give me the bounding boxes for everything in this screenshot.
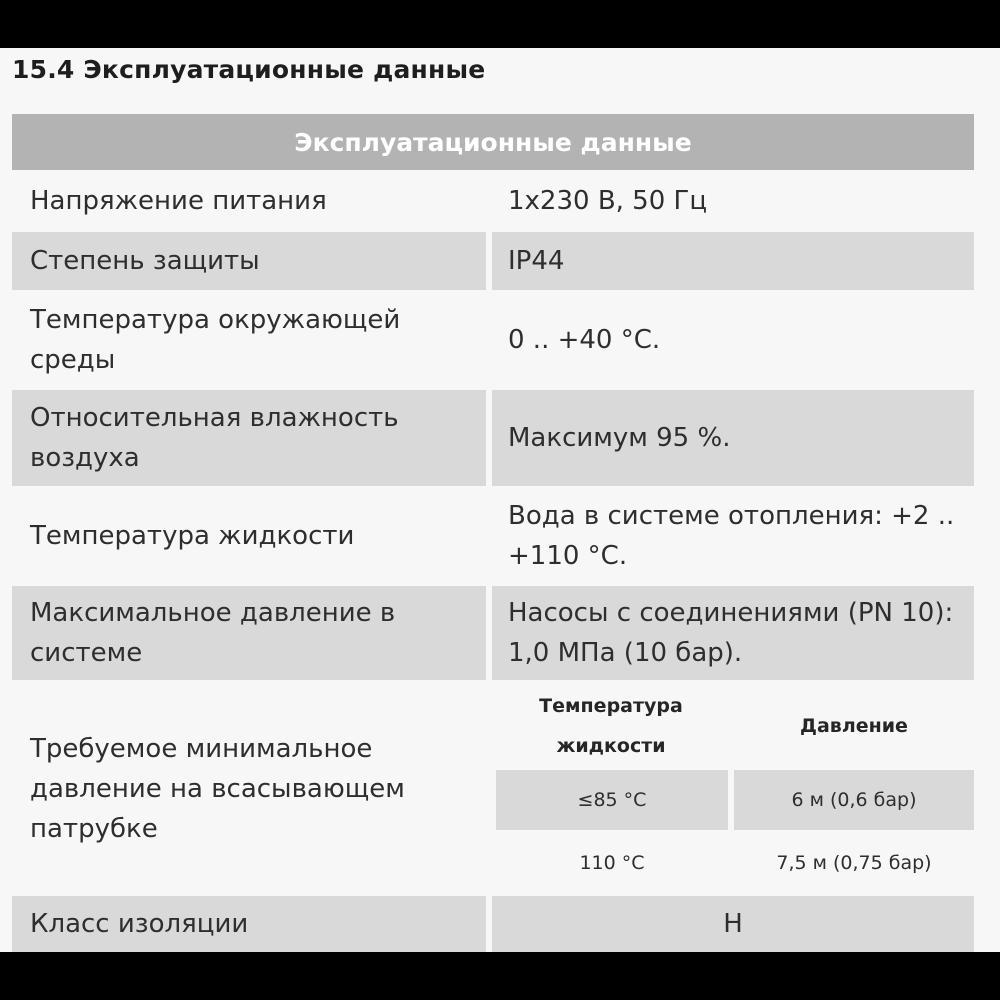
subtable-header-pressure: Давление (800, 715, 908, 737)
section-title: 15.4 Эксплуатационные данные (12, 55, 486, 84)
row-label-protection: Степень защиты (12, 232, 486, 290)
table-header: Эксплуатационные данные (12, 114, 974, 170)
row-label-insulation-class: Класс изоляции (12, 896, 486, 952)
row-value-insulation-class: H (492, 896, 974, 952)
row-value-liquid-temp: Вода в системе отопления: +2 .. +110 °С. (508, 501, 955, 571)
row-value-humidity: Максимум 95 %. (492, 390, 974, 486)
row-value-protection: IP44 (492, 232, 974, 290)
subtable-cell-temp-1: ≤85 °С (496, 770, 728, 830)
row-value-max-pressure: Насосы с соединениями (PN 10): 1,0 МПа (10 бар). (492, 586, 974, 680)
row-label-liquid-temp: Температура жидкости (30, 521, 355, 551)
row-label-ambient-temp: Температура окружающей среды (30, 305, 401, 375)
subtable-cell-pressure-1: 6 м (0,6 бар) (734, 770, 974, 830)
row-value-supply-voltage: 1x230 В, 50 Гц (508, 186, 708, 216)
row-label-min-suction-pressure: Требуемое минимальное давление на всасывающем патрубке (30, 734, 405, 844)
row-label-supply-voltage: Напряжение питания (30, 186, 327, 216)
row-label-max-pressure: Максимальное давление в системе (12, 586, 486, 680)
subtable-header-temperature: Температура жидкости (539, 695, 683, 757)
subtable-cell-temp-2: 110 °С (579, 852, 645, 874)
row-value-ambient-temp: 0 .. +40 °С. (508, 325, 661, 355)
subtable-cell-pressure-2: 7,5 м (0,75 бар) (776, 852, 932, 874)
row-label-humidity: Относительная влажность воздуха (12, 390, 486, 486)
